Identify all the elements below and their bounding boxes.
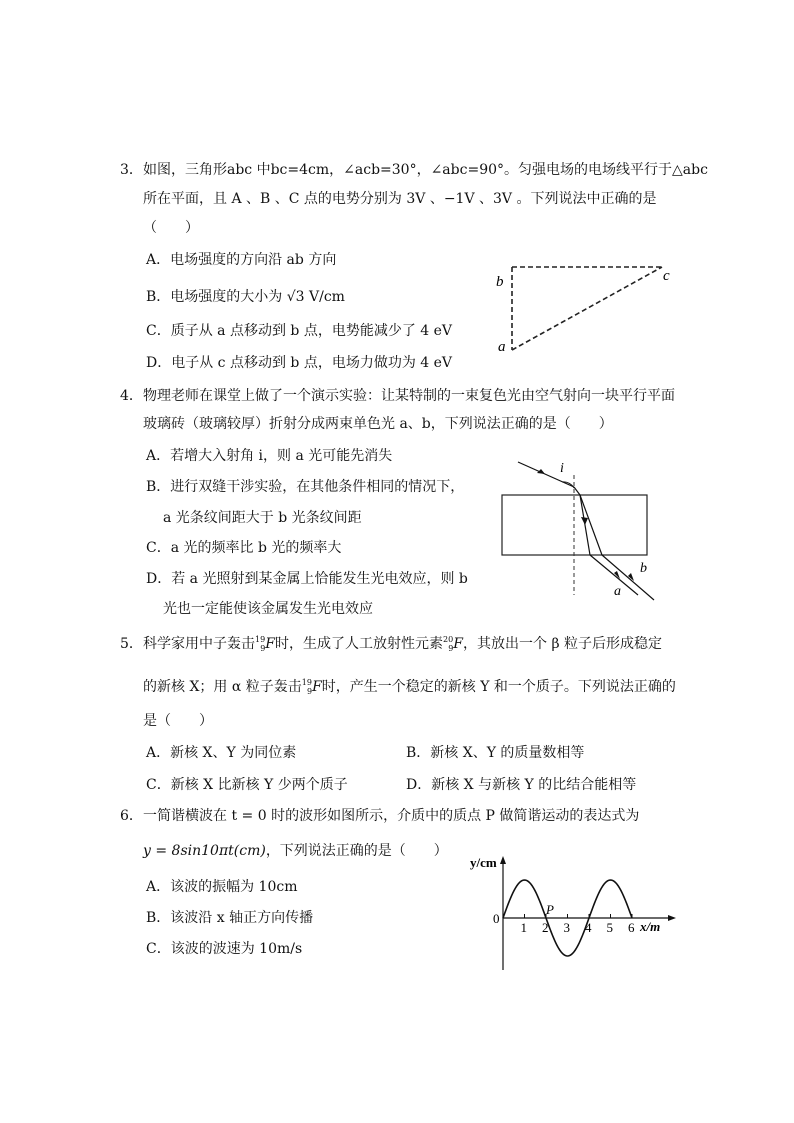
q3-label-c: c <box>663 268 670 284</box>
q4-option-d: D．若 a 光照射到某金属上恰能发生光电效应，则 b <box>146 571 468 587</box>
q4-option-d-cont: 光也一定能使该金属发生光电效应 <box>163 601 373 617</box>
q6-x-tick-label: 1 <box>520 920 527 935</box>
q4-label-i: i <box>560 461 564 476</box>
q4-option-c: C．a 光的频率比 b 光的频率大 <box>146 540 342 556</box>
q6-x-axis-label: x/m <box>640 919 661 934</box>
q3-stem-line1: 如图，三角形abc 中bc=4cm，∠acb=30°，∠abc=90°。匀强电场的电场线平行于△abc <box>143 162 708 178</box>
q3-option-d: D．电子从 c 点移动到 b 点，电场力做功为 4 eV <box>146 355 453 371</box>
q4-stem-line2: 玻璃砖（玻璃较厚）折射分成两束单色光 a、b，下列说法正确的是（ ） <box>143 416 613 432</box>
q5-stem-line3: 是（ ） <box>143 713 213 729</box>
q6-x-tick-label: 6 <box>628 920 635 935</box>
q6-wave-graph <box>460 850 700 980</box>
q5-option-d: D．新核 X 与新核 Y 的比结合能相等 <box>406 777 637 793</box>
q5-stem-line1: 科学家用中子轰击$^{19}_9$F时，生成了人工放射性元素$^{20}_9$F，其放出一个 β 粒子后形成稳定 <box>143 635 662 653</box>
q4-stem-line1: 物理老师在课堂上做了一个演示实验：让某特制的一束复色光由空气射向一块平行平面 <box>143 388 675 404</box>
q6-formula: y = 8sin10πt(cm) <box>143 843 266 859</box>
q5-option-b: B．新核 X、Y 的质量数相等 <box>406 745 585 761</box>
q4-label-a: a <box>614 584 621 599</box>
q6-option-a: A．该波的振幅为 10cm <box>146 879 298 895</box>
q5-stem-line2: 的新核 X；用 α 粒子轰击$^{19}_9$F时，产生一个稳定的新核 Y 和一个质子。下列说法正确的 <box>143 678 676 696</box>
q5-option-c: C．新核 X 比新核 Y 少两个质子 <box>146 777 348 793</box>
q3-answer-blank: （ ） <box>143 220 199 236</box>
q3-stem-line2: 所在平面，且 A 、B 、C 点的电势分别为 3V 、−1V 、3V 。下列说法中正确的是 <box>143 191 657 207</box>
q6-x-tick-label: 2 <box>542 920 549 935</box>
q3-triangle-figure <box>490 258 690 358</box>
q6-y-axis-label: y/cm <box>470 855 497 870</box>
q3-option-c: C．质子从 a 点移动到 b 点，电势能减少了 4 eV <box>146 323 453 339</box>
q5-number: 5． <box>120 636 143 652</box>
q4-option-a: A．若增大入射角 i，则 a 光可能先消失 <box>146 448 393 464</box>
q6-stem-line1: 一简谐横波在 t = 0 时的波形如图所示，介质中的质点 P 做简谐运动的表达式为 <box>143 808 640 824</box>
q3-option-a: A．电场强度的方向沿 ab 方向 <box>146 252 337 268</box>
q6-number: 6． <box>120 808 143 824</box>
q6-origin-label: 0 <box>493 911 500 926</box>
q6-x-tick-label: 3 <box>563 920 570 935</box>
q6-x-tick-label: 4 <box>585 920 592 935</box>
q4-glass-slab-figure <box>490 455 680 605</box>
q3-label-b: b <box>496 274 504 290</box>
q6-option-c: C．该波的波速为 10m/s <box>146 941 303 957</box>
q6-option-b: B．该波沿 x 轴正方向传播 <box>146 910 314 926</box>
q6-point-p-label: P <box>546 902 554 917</box>
q4-label-b: b <box>640 561 647 576</box>
q4-option-b-cont: a 光条纹间距大于 b 光条纹间距 <box>163 510 362 526</box>
q6-stem-line2: y = 8sin10πt(cm)，下列说法正确的是（ ） <box>143 843 448 859</box>
q4-number: 4． <box>120 388 143 404</box>
q5-option-a: A．新核 X、Y 为同位素 <box>146 745 297 761</box>
q4-option-b: B．进行双缝干涉实验，在其他条件相同的情况下， <box>146 479 465 495</box>
q3-number: 3． <box>120 162 143 178</box>
q6-x-tick-label: 5 <box>606 920 613 935</box>
q3-label-a: a <box>498 339 506 355</box>
q3-option-b: B．电场强度的大小为 √3 V/cm <box>146 289 345 305</box>
